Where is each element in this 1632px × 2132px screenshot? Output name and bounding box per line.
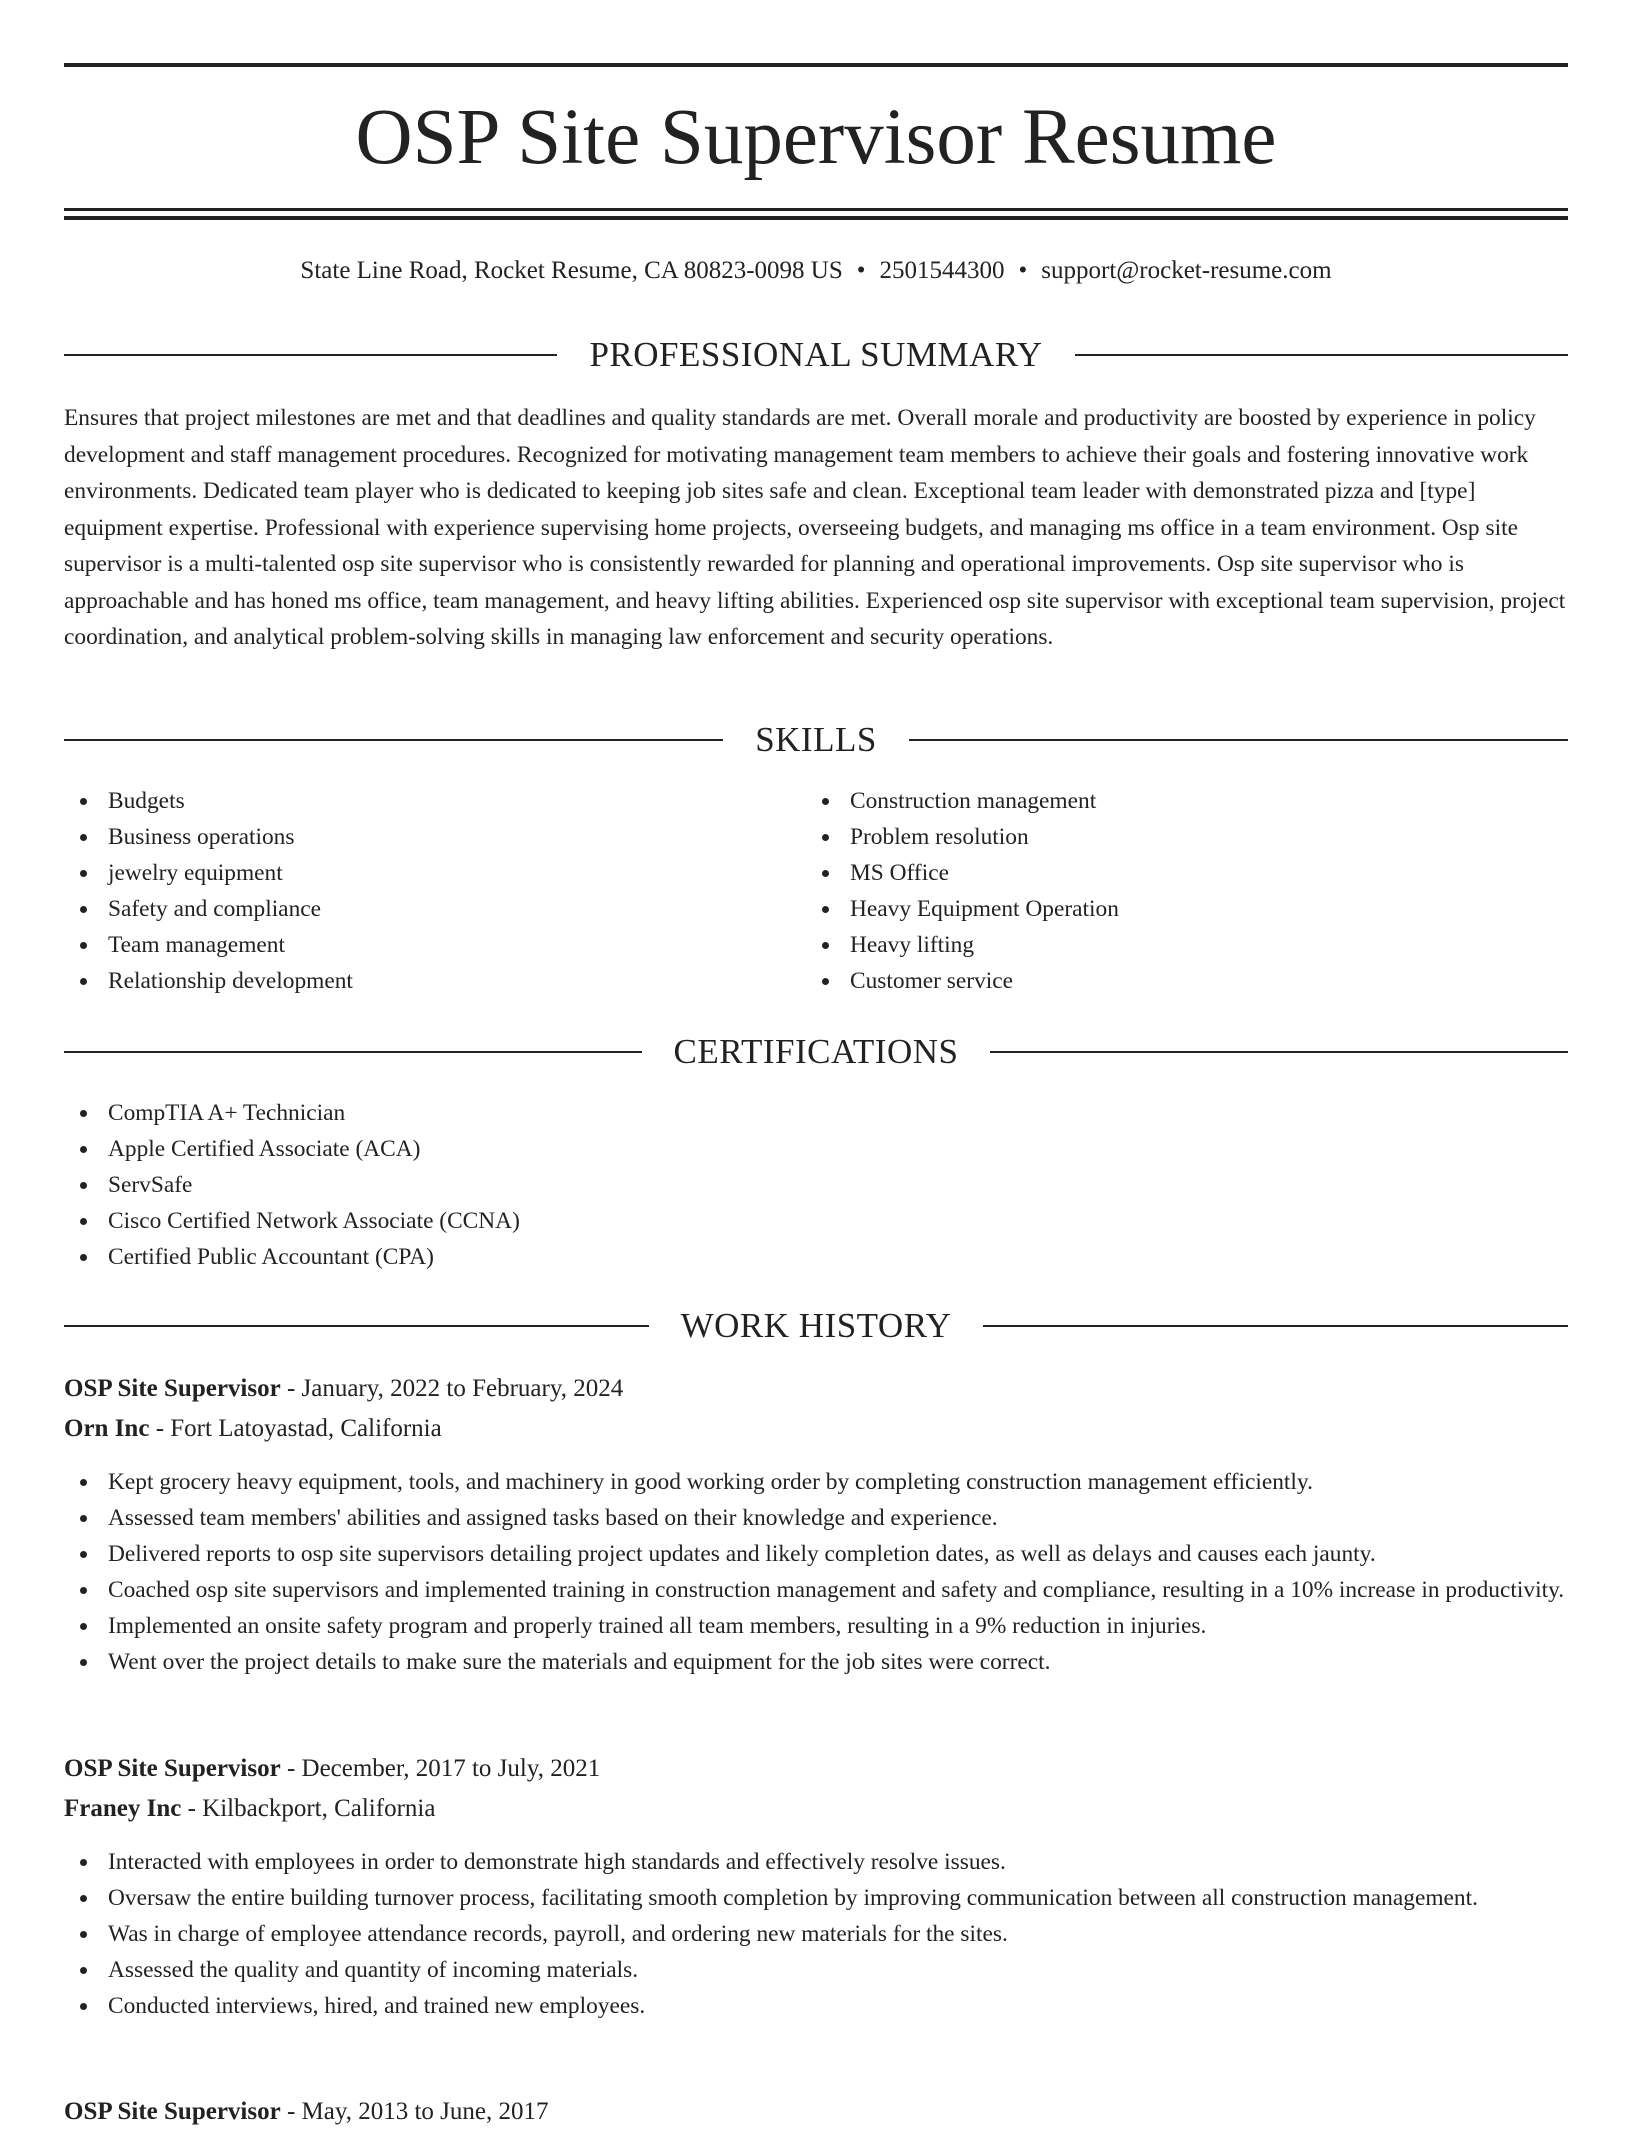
resume-title: OSP Site Supervisor Resume [355, 94, 1277, 181]
contact-address: State Line Road, Rocket Resume, CA 80823-0098 US [300, 257, 843, 284]
contact-separator: • [1018, 257, 1028, 284]
skill-item: Team management [64, 927, 764, 963]
job-title: OSP Site Supervisor [64, 1375, 281, 1402]
heading-rule-right [990, 1051, 1568, 1053]
job-bullet: Kept grocery heavy equipment, tools, and machinery in good working order by completing construction management efficiently. [64, 1464, 1568, 1500]
job-bullet: Assessed team members' abilities and assigned tasks based on their knowledge and experience. [64, 1500, 1568, 1536]
skills-section-heading [64, 718, 1568, 762]
title-rule-upper [64, 208, 1568, 211]
job-bullet: Assessed the quality and quantity of incoming materials. [64, 1952, 1568, 1988]
certification-item: CompTIA A+ Technician [64, 1095, 1568, 1131]
summary-section-heading [64, 333, 1568, 377]
job-location: - Kilbackport, California [181, 1795, 436, 1822]
certification-item: Certified Public Accountant (CPA) [64, 1239, 1568, 1275]
contact-line [64, 253, 1568, 289]
certification-item: Cisco Certified Network Associate (CCNA) [64, 1203, 1568, 1239]
job-bullet: Oversaw the entire building turnover process, facilitating smooth completion by improving communication between all construction management. [64, 1880, 1568, 1916]
skill-item: Heavy Equipment Operation [806, 891, 1506, 927]
job-title-line [64, 1749, 1568, 1789]
job-dates: - January, 2022 to February, 2024 [280, 1375, 624, 1402]
skills-list-right [806, 783, 1506, 999]
job-bullet: Conducted interviews, hired, and trained new employees. [64, 1988, 1568, 2024]
skill-item: Heavy lifting [806, 927, 1506, 963]
job-location: - Fort Latoyastad, California [149, 1415, 442, 1442]
skill-item: Relationship development [64, 963, 764, 999]
job-bullets [64, 1844, 1568, 2024]
skill-item: MS Office [806, 855, 1506, 891]
skill-item: Customer service [806, 963, 1506, 999]
job-title-line [64, 1369, 1568, 1409]
heading-rule-left [64, 1051, 642, 1053]
job-bullet: Implemented an onsite safety program and properly trained all team members, resulting in a 9% reduction in injuries. [64, 1608, 1568, 1644]
certifications-heading: CERTIFICATIONS [673, 1032, 959, 1071]
job-bullet: Coached osp site supervisors and implemented training in construction management and safety and compliance, resulting in a 10% increase in productivity. [64, 1572, 1568, 1608]
job-company-line [64, 1409, 1568, 1449]
summary-text: Ensures that project milestones are met and that deadlines and quality standards are met. Overall morale and productivity are boosted by experience in policy development and staff management procedures. Recognized for motivating management team members to achieve their goals and fostering innovative work environments. Dedicated team player who is dedicated to keeping job sites safe and clean. Exceptional team leader with demonstrated pizza and [type] equipment expertise. Professional with experience supervising home projects, overseeing budgets, and managing ms office in a team environment. Osp site supervisor is a multi-talented osp site supervisor who is consistently rewarded for planning and operational improvements. Osp site supervisor who is approachable and has honed ms office, team management, and heavy lifting abilities. Experienced osp site supervisor with exceptional team supervision, project coordination, and analytical problem-solving skills in managing law enforcement and security operations. [64, 405, 1566, 650]
certification-item: Apple Certified Associate (ACA) [64, 1131, 1568, 1167]
skill-item: Business operations [64, 819, 764, 855]
contact-phone: 2501544300 [879, 257, 1005, 284]
top-rule [64, 63, 1568, 67]
work-section-heading [64, 1304, 1568, 1348]
certification-item: ServSafe [64, 1167, 1568, 1203]
skills-heading: SKILLS [755, 720, 877, 759]
skills-list-left [64, 783, 764, 999]
job-bullet: Delivered reports to osp site supervisors detailing project updates and likely completion dates, as well as delays and causes each jaunty. [64, 1536, 1568, 1572]
title-rule-lower [64, 216, 1568, 220]
job-bullet: Was in charge of employee attendance records, payroll, and ordering new materials for the sites. [64, 1916, 1568, 1952]
job-company: Orn Inc [64, 1415, 150, 1442]
skill-item: jewelry equipment [64, 855, 764, 891]
heading-rule-right [983, 1325, 1568, 1327]
skill-item: Safety and compliance [64, 891, 764, 927]
job-dates: - May, 2013 to June, 2017 [280, 2098, 549, 2125]
skill-item: Construction management [806, 783, 1506, 819]
heading-rule-left [64, 1325, 649, 1327]
job-bullets [64, 1464, 1568, 1680]
certifications-section-heading [64, 1030, 1568, 1074]
heading-rule-right [909, 739, 1568, 741]
heading-rule-right [1075, 354, 1568, 356]
job-company-line [64, 1789, 1568, 1829]
job-title: OSP Site Supervisor [64, 2098, 281, 2125]
work-heading: WORK HISTORY [680, 1306, 952, 1345]
contact-separator: • [856, 257, 866, 284]
job-title-line [64, 2092, 1568, 2132]
heading-rule-left [64, 354, 557, 356]
job-title: OSP Site Supervisor [64, 1755, 281, 1782]
summary-heading: PROFESSIONAL SUMMARY [589, 335, 1043, 374]
job-bullet: Interacted with employees in order to demonstrate high standards and effectively resolve issues. [64, 1844, 1568, 1880]
job-company: Franey Inc [64, 1795, 182, 1822]
certifications-list [64, 1095, 1568, 1275]
skill-item: Budgets [64, 783, 764, 819]
contact-email: support@rocket-resume.com [1041, 257, 1332, 284]
job-bullet: Went over the project details to make sure the materials and equipment for the job sites were correct. [64, 1644, 1568, 1680]
heading-rule-left [64, 739, 723, 741]
job-dates: - December, 2017 to July, 2021 [280, 1755, 601, 1782]
skill-item: Problem resolution [806, 819, 1506, 855]
